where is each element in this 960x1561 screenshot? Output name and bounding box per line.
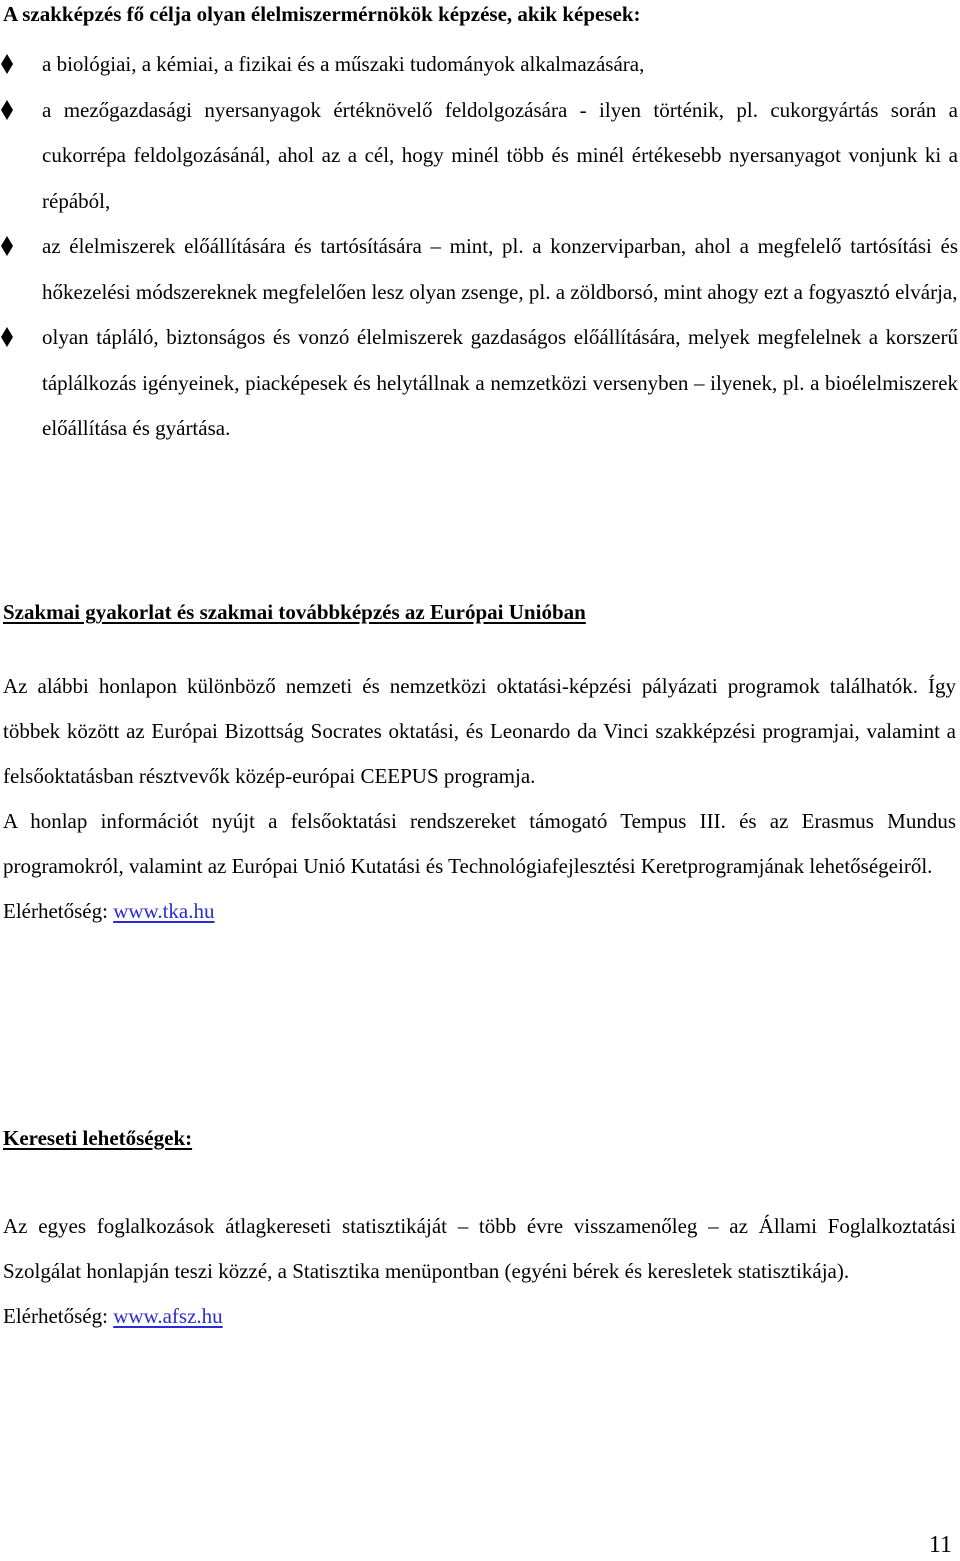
diamond-bullet-icon xyxy=(0,99,14,121)
page-number: 11 xyxy=(928,1532,952,1558)
bullet-text: a biológiai, a kémiai, a fizikai és a műszaki tudományok alkalmazására, xyxy=(42,52,645,76)
salary-section-body xyxy=(3,1204,956,1339)
bullet-item xyxy=(0,315,958,452)
bullet-item xyxy=(0,224,958,315)
eu-access-line xyxy=(3,889,956,934)
diamond-bullet-icon xyxy=(0,326,14,348)
salary-access-label: Elérhetőség: xyxy=(3,1304,114,1328)
intro-title: A szakképzés fő célja olyan élelmiszermérnökök képzése, akik képesek: xyxy=(3,2,641,26)
bullet-item xyxy=(0,88,958,225)
bullet-item xyxy=(0,42,958,88)
afsz-link[interactable]: www.afsz.hu xyxy=(113,1304,223,1328)
salary-paragraph: Az egyes foglalkozások átlagkereseti statisztikáját – több évre visszamenőleg – az Állami Foglalkoztatási Szolgálat honlapján teszi közzé, a Statisztika menüpontban (egyéni bérek és keresletek statisztikája). xyxy=(3,1214,956,1283)
salary-section-heading: Kereseti lehetőségek: xyxy=(3,1126,193,1150)
eu-paragraph-1: Az alábbi honlapon különböző nemzeti és nemzetközi oktatási-képzési pályázati programok találhatók. Így többek között az Európai Bizottság Socrates oktatási, és Leonardo da Vinci szakképzési programjai, valamint a felsőoktatásban résztvevők közép-európai CEEPUS programja. xyxy=(3,674,956,788)
bullet-text: olyan tápláló, biztonságos és vonzó élelmiszerek gazdaságos előállítására, melyek megfelelnek a korszerű táplálkozás igényeinek, piacképesek és helytállnak a nemzetközi versenyben – ilyenek, pl. a bioélelmiszerek előállítása és gyártása. xyxy=(42,325,958,440)
tka-link[interactable]: www.tka.hu xyxy=(113,899,215,923)
salary-access-line xyxy=(3,1294,956,1339)
bullet-text: az élelmiszerek előállítására és tartósítására – mint, pl. a konzerviparban, ahol a megfelelő tartósítási és hőkezelési módszereknek megfelelően lesz olyan zsenge, pl. a zöldborsó, mint ahogy ezt a fogyasztó elvárja, xyxy=(42,234,958,304)
diamond-bullet-icon xyxy=(0,235,14,257)
skills-bullet-list xyxy=(0,42,958,452)
eu-paragraph-2: A honlap információt nyújt a felsőoktatási rendszereket támogató Tempus III. és az Erasmus Mundus programokról, valamint az Európai Unió Kutatási és Technológiafejlesztési Keretprogramjának lehetőségeiről. xyxy=(3,809,956,878)
eu-access-label: Elérhetőség: xyxy=(3,899,114,923)
diamond-bullet-icon xyxy=(0,53,14,75)
eu-section-body xyxy=(3,664,956,934)
bullet-text: a mezőgazdasági nyersanyagok értéknövelő feldolgozására - ilyen történik, pl. cukorgyártás során a cukorrépa feldolgozásánál, ahol az a cél, hogy minél több és minél értékesebb nyersanyagot vonjunk ki a répából, xyxy=(42,97,958,213)
eu-section-heading: Szakmai gyakorlat és szakmai továbbképzés az Európai Unióban xyxy=(3,600,586,624)
